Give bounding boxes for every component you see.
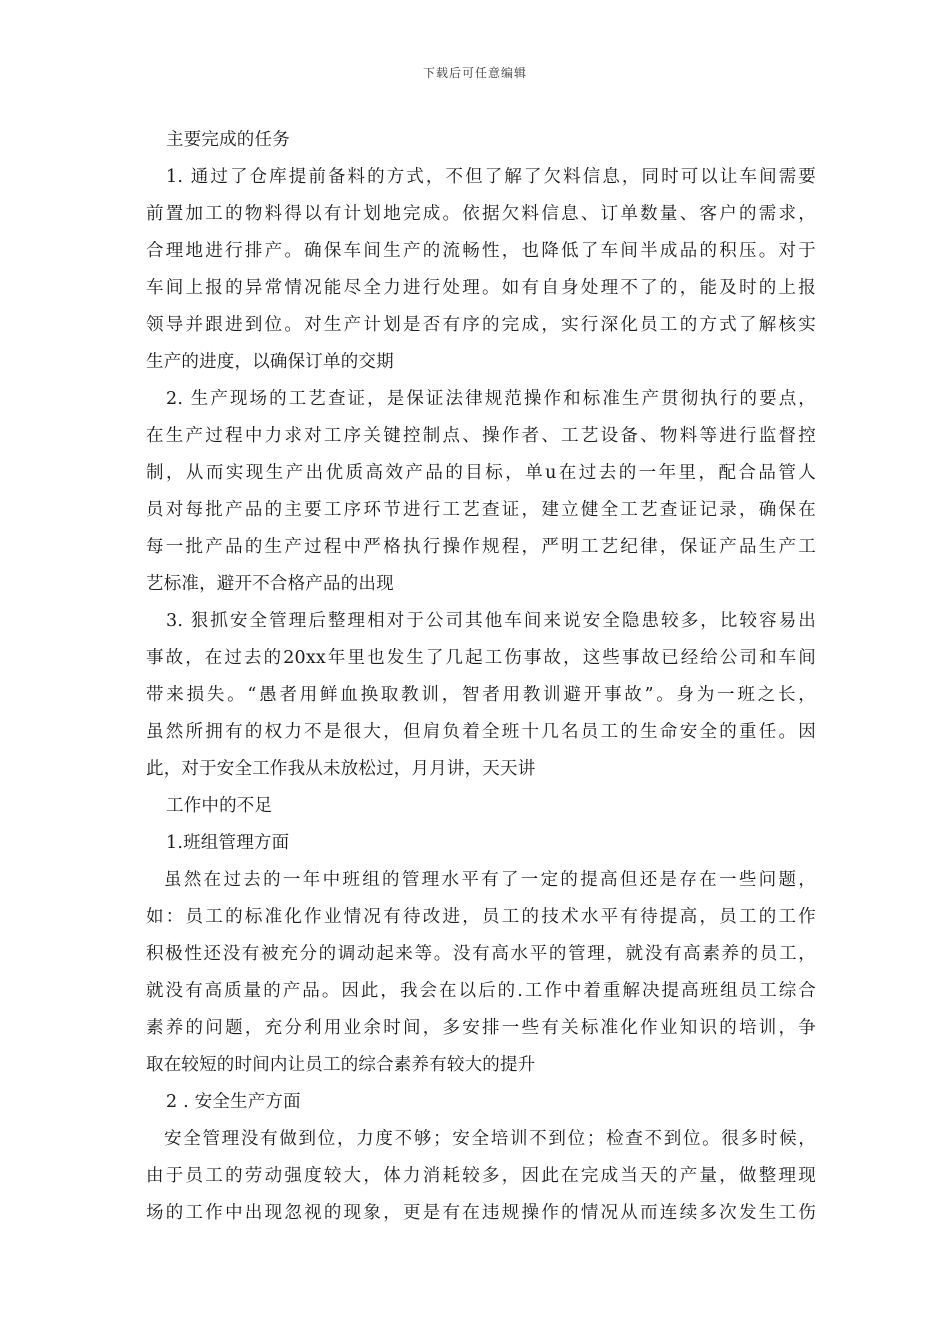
paragraph-line: 如：员工的标准化作业情况有待改进，员工的技术水平有待提高，员工的工作 <box>146 907 816 927</box>
paragraph-line: 艺标准，避开不合格产品的出现 <box>146 574 394 594</box>
section-heading-shortcomings: 工作中的不足 <box>166 796 273 816</box>
paragraph-line: 员对每批产品的主要工序环节进行工艺查证，建立健全工艺查证记录，确保在 <box>146 500 816 520</box>
paragraph-line: 由于员工的劳动强度较大，体力消耗较多，因此在完成当天的产量，做整理现 <box>146 1166 816 1186</box>
document-body <box>146 122 816 1232</box>
paragraph-line: 取在较短的时间内让员工的综合素养有较大的提升 <box>146 1055 536 1075</box>
paragraph-line: 此，对于安全工作我从未放松过，月月讲，天天讲 <box>146 759 536 779</box>
paragraph-line: 每一批产品的生产过程中严格执行操作规程，严明工艺纪律，保证产品生产工 <box>146 537 816 557</box>
paragraph-line: 在生产过程中力求对工序关键控制点、操作者、工艺设备、物料等进行监督控 <box>146 426 816 446</box>
paragraph-line: 合理地进行排产。确保车间生产的流畅性，也降低了车间半成品的积压。对于 <box>146 241 816 261</box>
paragraph-line: 安全管理没有做到位，力度不够；安全培训不到位；检查不到位。很多时候， <box>164 1129 816 1149</box>
subsection-heading-safety: 2 . 安全生产方面 <box>166 1092 301 1112</box>
paragraph-line: 场的工作中出现忽视的现象，更是有在违规操作的情况从而连续多次发生工伤 <box>146 1203 816 1223</box>
paragraph-line: 素养的问题，充分利用业余时间，多安排一些有关标准化作业知识的培训，争 <box>146 1018 816 1038</box>
paragraph-line: 1. 通过了仓库提前备料的方式，不但了解了欠料信息，同时可以让车间需要 <box>166 167 816 187</box>
paragraph-line: 领导并跟进到位。对生产计划是否有序的完成，实行深化员工的方式了解核实 <box>146 315 816 335</box>
paragraph-line: 就没有高质量的产品。因此，我会在以后的.工作中着重解决提高班组员工综合 <box>146 981 816 1001</box>
paragraph-line: 积极性还没有被充分的调动起来等。没有高水平的管理，就没有高素养的员工， <box>146 944 816 964</box>
subsection-heading-team-management: 1.班组管理方面 <box>166 833 290 853</box>
paragraph-line: 3. 狠抓安全管理后整理相对于公司其他车间来说安全隐患较多，比较容易出 <box>166 611 816 631</box>
paragraph-line: 事故，在过去的20xx年里也发生了几起工伤事故，这些事故已经给公司和车间 <box>146 648 816 668</box>
paragraph-line: 生产的进度，以确保订单的交期 <box>146 352 394 372</box>
paragraph-line: 车间上报的异常情况能尽全力进行处理。如有自身处理不了的，能及时的上报 <box>146 278 816 298</box>
section-heading-tasks: 主要完成的任务 <box>166 130 290 150</box>
paragraph-line: 虽然在过去的一年中班组的管理水平有了一定的提高但还是存在一些问题， <box>164 870 816 890</box>
paragraph-line: 制，从而实现生产出优质高效产品的目标，单u在过去的一年里，配合品管人 <box>146 463 816 483</box>
paragraph-line: 虽然所拥有的权力不是很大，但肩负着全班十几名员工的生命安全的重任。因 <box>146 722 816 742</box>
header-note: 下载后可任意编辑 <box>422 66 527 80</box>
paragraph-line: 带来损失。“愚者用鲜血换取教训，智者用教训避开事故”。身为一班之长， <box>146 685 816 705</box>
paragraph-line: 前置加工的物料得以有计划地完成。依据欠料信息、订单数量、客户的需求， <box>146 204 816 224</box>
paragraph-line: 2. 生产现场的工艺查证，是保证法律规范操作和标准生产贯彻执行的要点， <box>166 389 816 409</box>
